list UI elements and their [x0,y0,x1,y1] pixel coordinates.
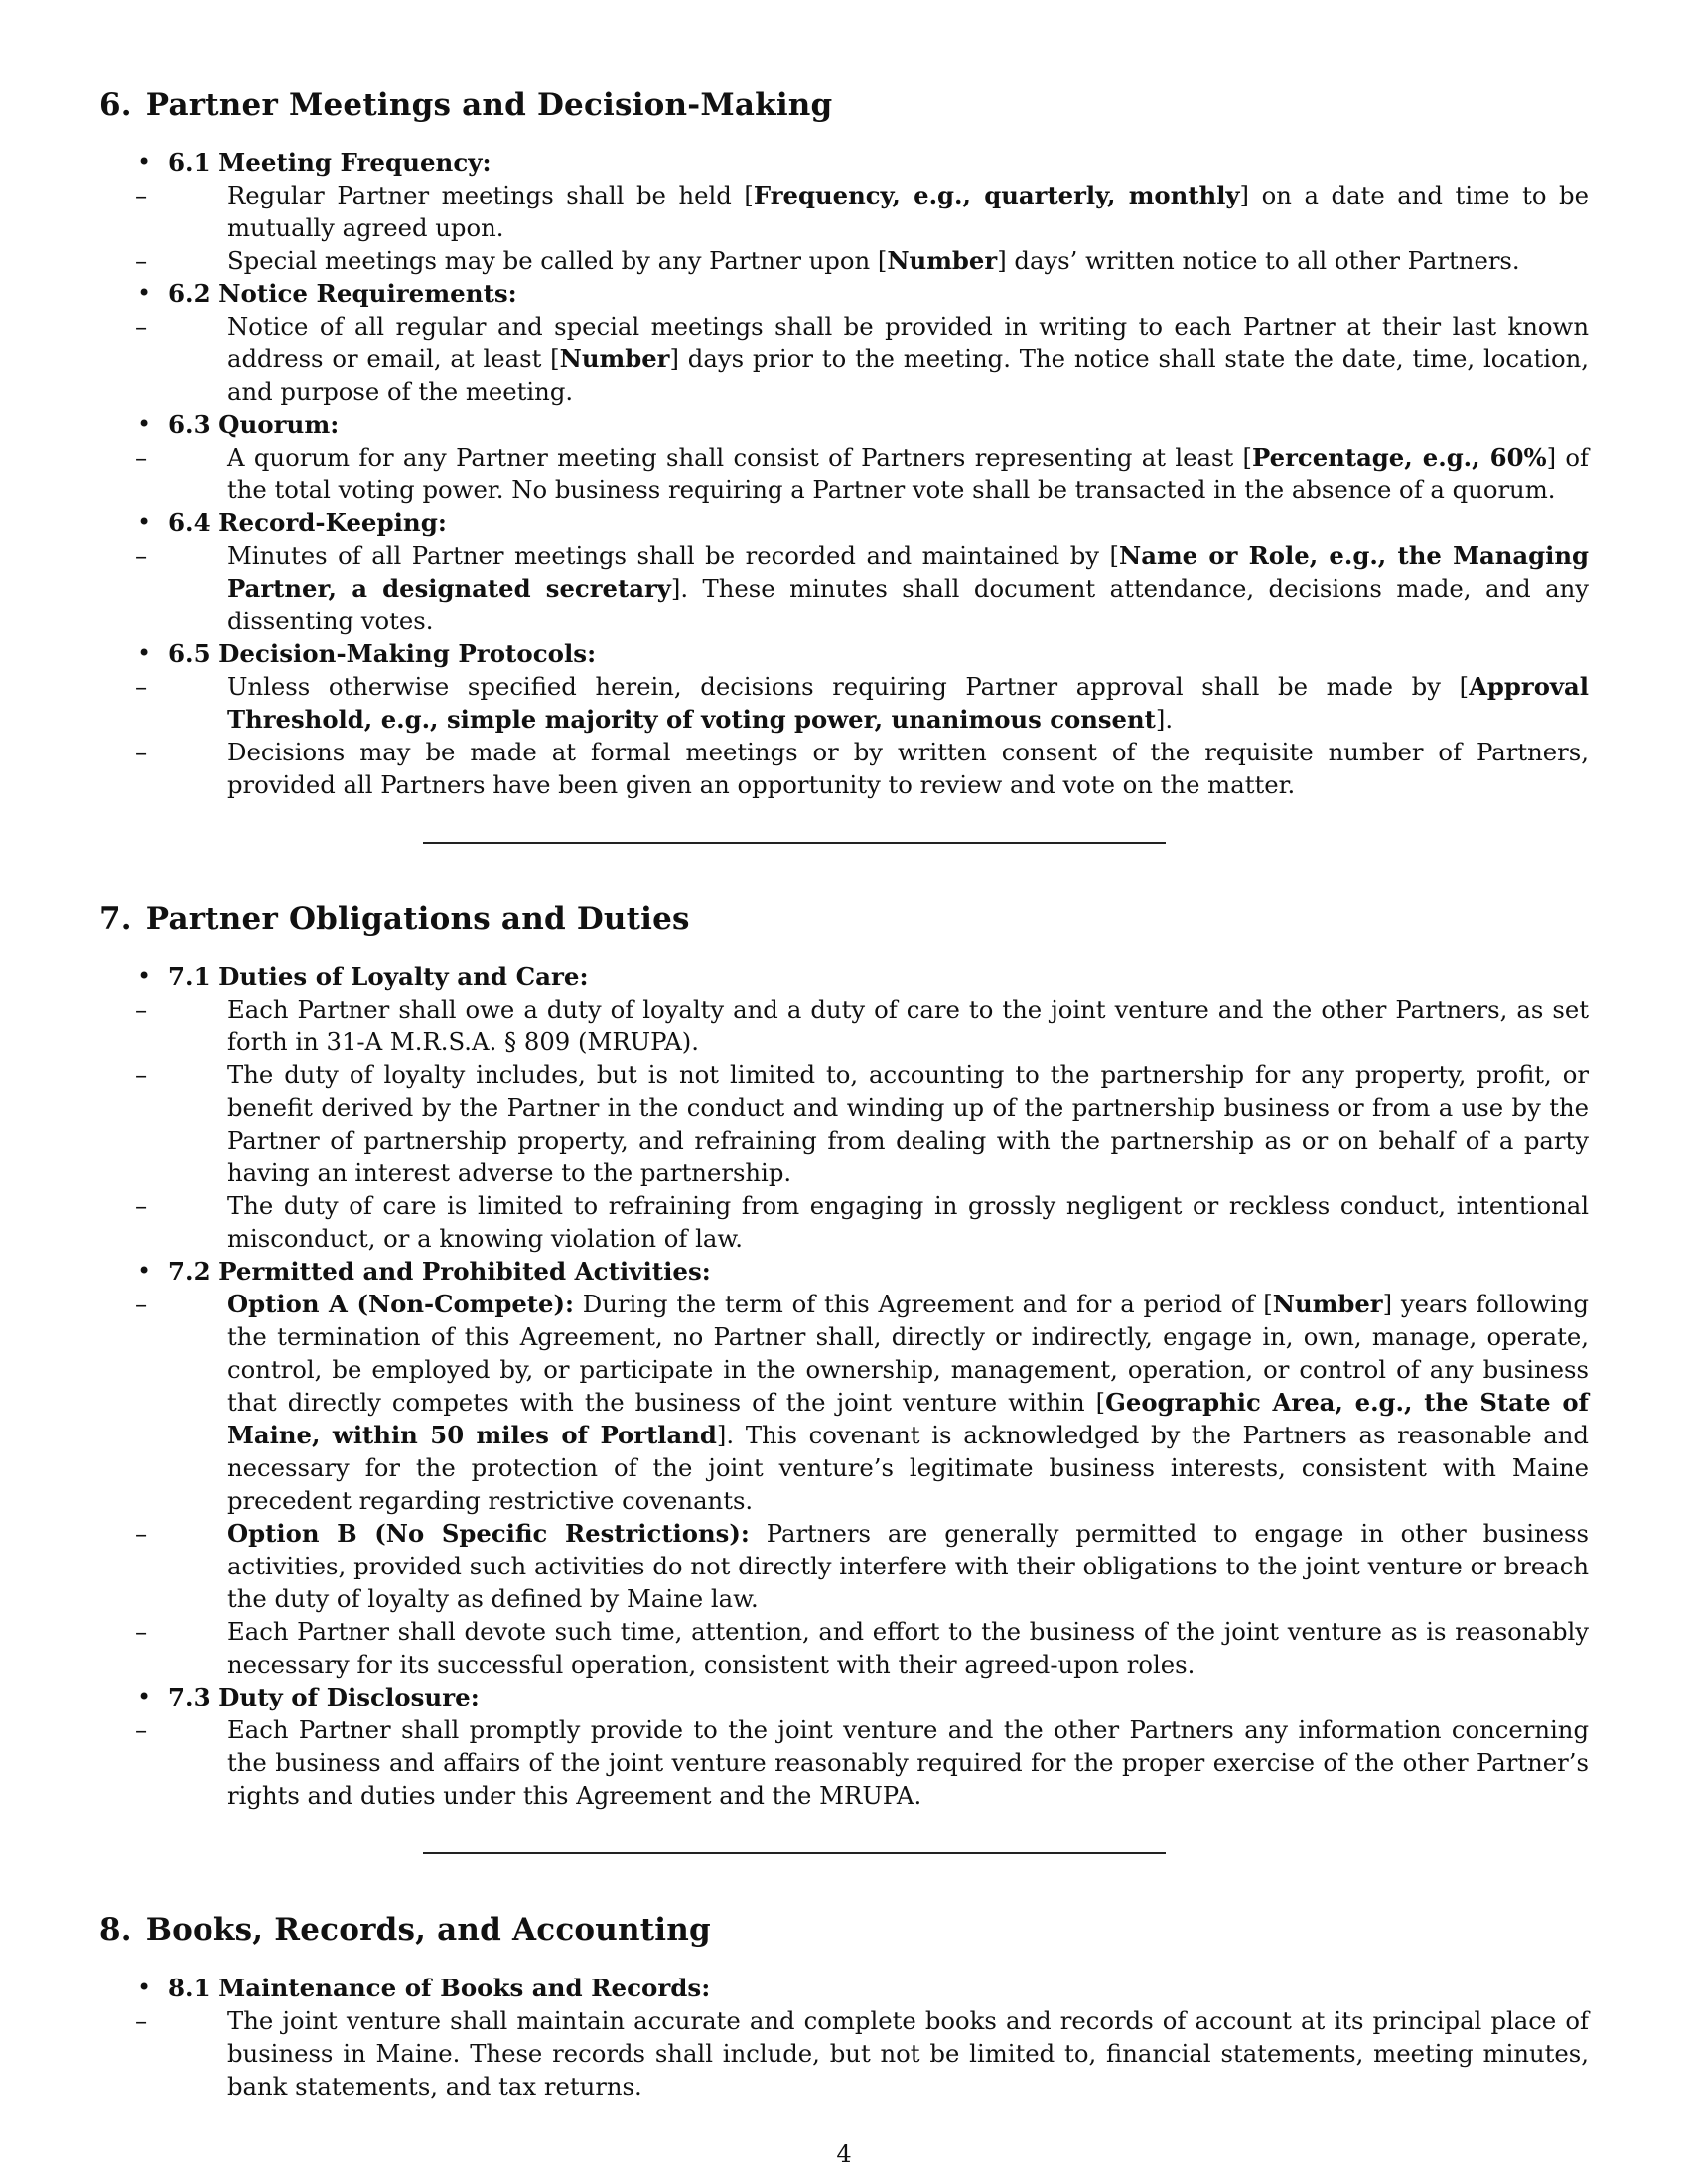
placeholder-bold: Frequency, e.g., quarterly, monthly [753,181,1240,210]
clause-item [108,2004,1589,2103]
dash-marker: – [135,672,148,702]
clause-item [108,736,1589,801]
placeholder-bold: Name or Role, e.g., the Managing Partner, a designated secretary [227,541,1589,604]
clause-item [108,310,1589,408]
dash-marker: – [135,1290,148,1319]
subsection-item [99,1255,1589,1681]
section-divider [423,842,1166,844]
section-number: 7. [99,901,132,938]
subsection-item [99,637,1589,801]
placeholder-bold: Percentage, e.g., 60% [1252,443,1547,473]
dash-marker: – [135,1617,148,1647]
clause-text: Each Partner shall devote such time, attention, and effort to the business of the joint venture as is reasonably necessary for its successful operation, consistent with their agreed-upon roles. [227,1617,1589,1680]
subsection-item [99,1972,1589,2103]
subsection-item [99,146,1589,277]
dash-marker: – [135,246,148,276]
clause-list [135,993,1589,1255]
section-number: 8. [99,1912,132,1949]
clause-text: A quorum for any Partner meeting shall consist of Partners representing at least [Percentage, e.g., 60%] of the total voting power. No business requiring a Partner vote shall be transacted in the absence of a quorum. [227,443,1589,505]
subsection-title: • 6.1 Meeting Frequency: [168,148,492,178]
dash-marker: – [135,1191,148,1221]
clause-item [108,1517,1589,1615]
dash-marker: – [135,443,148,473]
clause-item [108,1615,1589,1681]
placeholder-bold: Number [887,246,998,276]
dash-marker: – [135,1715,148,1745]
clause-text: Decisions may be made at formal meetings or by written consent of the requisite number of Partners, provided all Partners have been given an opportunity to review and vote on the matter. [227,738,1589,800]
subsection-item [99,1681,1589,1812]
clause-item [108,441,1589,506]
clause-list [135,1713,1589,1812]
placeholder-bold: Number [559,344,670,374]
section-divider [423,1852,1166,1854]
dash-marker: – [135,181,148,210]
clause-text: Minutes of all Partner meetings shall be recorded and maintained by [Name or Role, e.g., the Managing Partner, a designated secretary]. These minutes shall document attendance, decisions made, and any dissenting votes. [227,541,1589,636]
clause-text: Each Partner shall owe a duty of loyalty and a duty of care to the joint venture and the other Partners, as set forth in 31-A M.R.S.A. § 809 (MRUPA). [227,995,1589,1057]
clause-item [108,1713,1589,1812]
clause-list [135,441,1589,506]
placeholder-bold: Option B (No Specific Restrictions): [227,1519,750,1549]
clause-list [135,1288,1590,1681]
subsection-item [99,408,1589,506]
subsection-title: • 7.2 Permitted and Prohibited Activities: [168,1257,711,1287]
dash-marker: – [135,1519,148,1549]
clause-item [108,244,1589,277]
subsection-list [99,1972,1589,2103]
clause-text: Each Partner shall promptly provide to the joint venture and the other Partners any information concerning the business and affairs of the joint venture reasonably required for the proper exercise of the other Partner’s rights and duties under this Agreement and the MRUPA. [227,1715,1589,1811]
placeholder-bold: Approval Threshold, e.g., simple majority of voting power, unanimous consent [227,672,1589,735]
subsection-title: • 7.1 Duties of Loyalty and Care: [168,962,589,992]
clause-item [108,179,1589,244]
clause-item [108,670,1589,736]
placeholder-bold: Geographic Area, e.g., the State of Maine, within 50 miles of Portland [227,1388,1590,1450]
page-number: 4 [836,2140,852,2168]
dash-marker: – [135,1060,148,1090]
document-page [99,87,1589,2103]
subsection-item [99,506,1589,637]
dash-marker: – [135,995,148,1024]
clause-text: The duty of care is limited to refraining from engaging in grossly negligent or reckless conduct, intentional misconduct, or a knowing violation of law. [227,1191,1589,1254]
section-8 [99,1912,1589,2102]
section-6-heading [99,87,1589,124]
section-title: Books, Records, and Accounting [145,1912,711,1949]
clause-text: The joint venture shall maintain accurate and complete books and records of account at its principal place of business in Maine. These records shall include, but not be limited to, financial statements, meeting minutes, bank statements, and tax returns. [227,2005,1589,2101]
subsection-item [99,960,1589,1255]
clause-item [108,1189,1589,1255]
dash-marker: – [135,541,148,571]
section-8-heading [99,1912,1589,1949]
clause-item [108,993,1589,1058]
clause-text: Option A (Non-Compete): During the term of this Agreement and for a period of [Number] years following the termination of this Agreement, no Partner shall, directly or indirectly, engage in, own, manage, operate, control, be employed by, or participate in the ownership, management, operation, or control of any business that directly competes with the business of the joint venture within [Geographic Area, e.g., the State of Maine, within 50 miles of Portland]. This covenant is acknowledged by the Partners as reasonable and necessary for the protection of the joint venture’s legitimate business interests, consistent with Maine precedent regarding restrictive covenants. [227,1290,1590,1516]
section-6 [99,87,1589,801]
dash-marker: – [135,312,148,341]
clause-text: Special meetings may be called by any Partner upon [Number] days’ written notice to all other Partners. [227,246,1520,276]
clause-text: Unless otherwise specified herein, decisions requiring Partner approval shall be made by [Approval Threshold, e.g., simple majority of voting power, unanimous consent]. [227,672,1589,735]
clause-list [135,310,1589,408]
section-7-heading [99,901,1589,938]
clause-item [108,1288,1589,1517]
placeholder-bold: Option A (Non-Compete): [227,1290,574,1319]
placeholder-bold: Number [1272,1290,1383,1319]
subsection-title: • 6.5 Decision-Making Protocols: [168,639,597,669]
clause-text: Option B (No Specific Restrictions): Partners are generally permitted to engage in other business activities, provided such activities do not directly interfere with their obligations to the joint venture or breach the duty of loyalty as defined by Maine law. [227,1519,1589,1614]
clause-item [108,539,1589,637]
subsection-title: • 6.4 Record-Keeping: [168,508,447,538]
clause-list [135,539,1589,637]
subsection-title: • 8.1 Maintenance of Books and Records: [168,1973,711,2002]
subsection-list [99,960,1589,1812]
clause-text: The duty of loyalty includes, but is not limited to, accounting to the partnership for any property, profit, or benefit derived by the Partner in the conduct and winding up of the partnership business or from a use by the Partner of partnership property, and refraining from dealing with the partnership as or on behalf of a party having an interest adverse to the partnership. [227,1060,1589,1188]
section-7 [99,901,1589,1812]
subsection-title: • 7.3 Duty of Disclosure: [168,1683,480,1712]
subsection-item [99,277,1589,408]
section-title: Partner Obligations and Duties [145,901,690,938]
clause-item [108,1058,1589,1189]
clause-text: Regular Partner meetings shall be held [Frequency, e.g., quarterly, monthly] on a date and time to be mutually agreed upon. [227,181,1589,243]
clause-list [135,670,1589,801]
clause-list [135,179,1589,277]
clause-list [135,2004,1589,2103]
dash-marker: – [135,2005,148,2035]
section-title: Partner Meetings and Decision-Making [145,87,833,123]
subsection-title: • 6.2 Notice Requirements: [168,279,517,309]
subsection-list [99,146,1589,801]
dash-marker: – [135,738,148,767]
section-number: 6. [99,87,132,123]
subsection-title: • 6.3 Quorum: [168,410,340,440]
clause-text: Notice of all regular and special meetings shall be provided in writing to each Partner at their last known address or email, at least [Number] days prior to the meeting. The notice shall state the date, time, location, and purpose of the meeting. [227,312,1589,407]
